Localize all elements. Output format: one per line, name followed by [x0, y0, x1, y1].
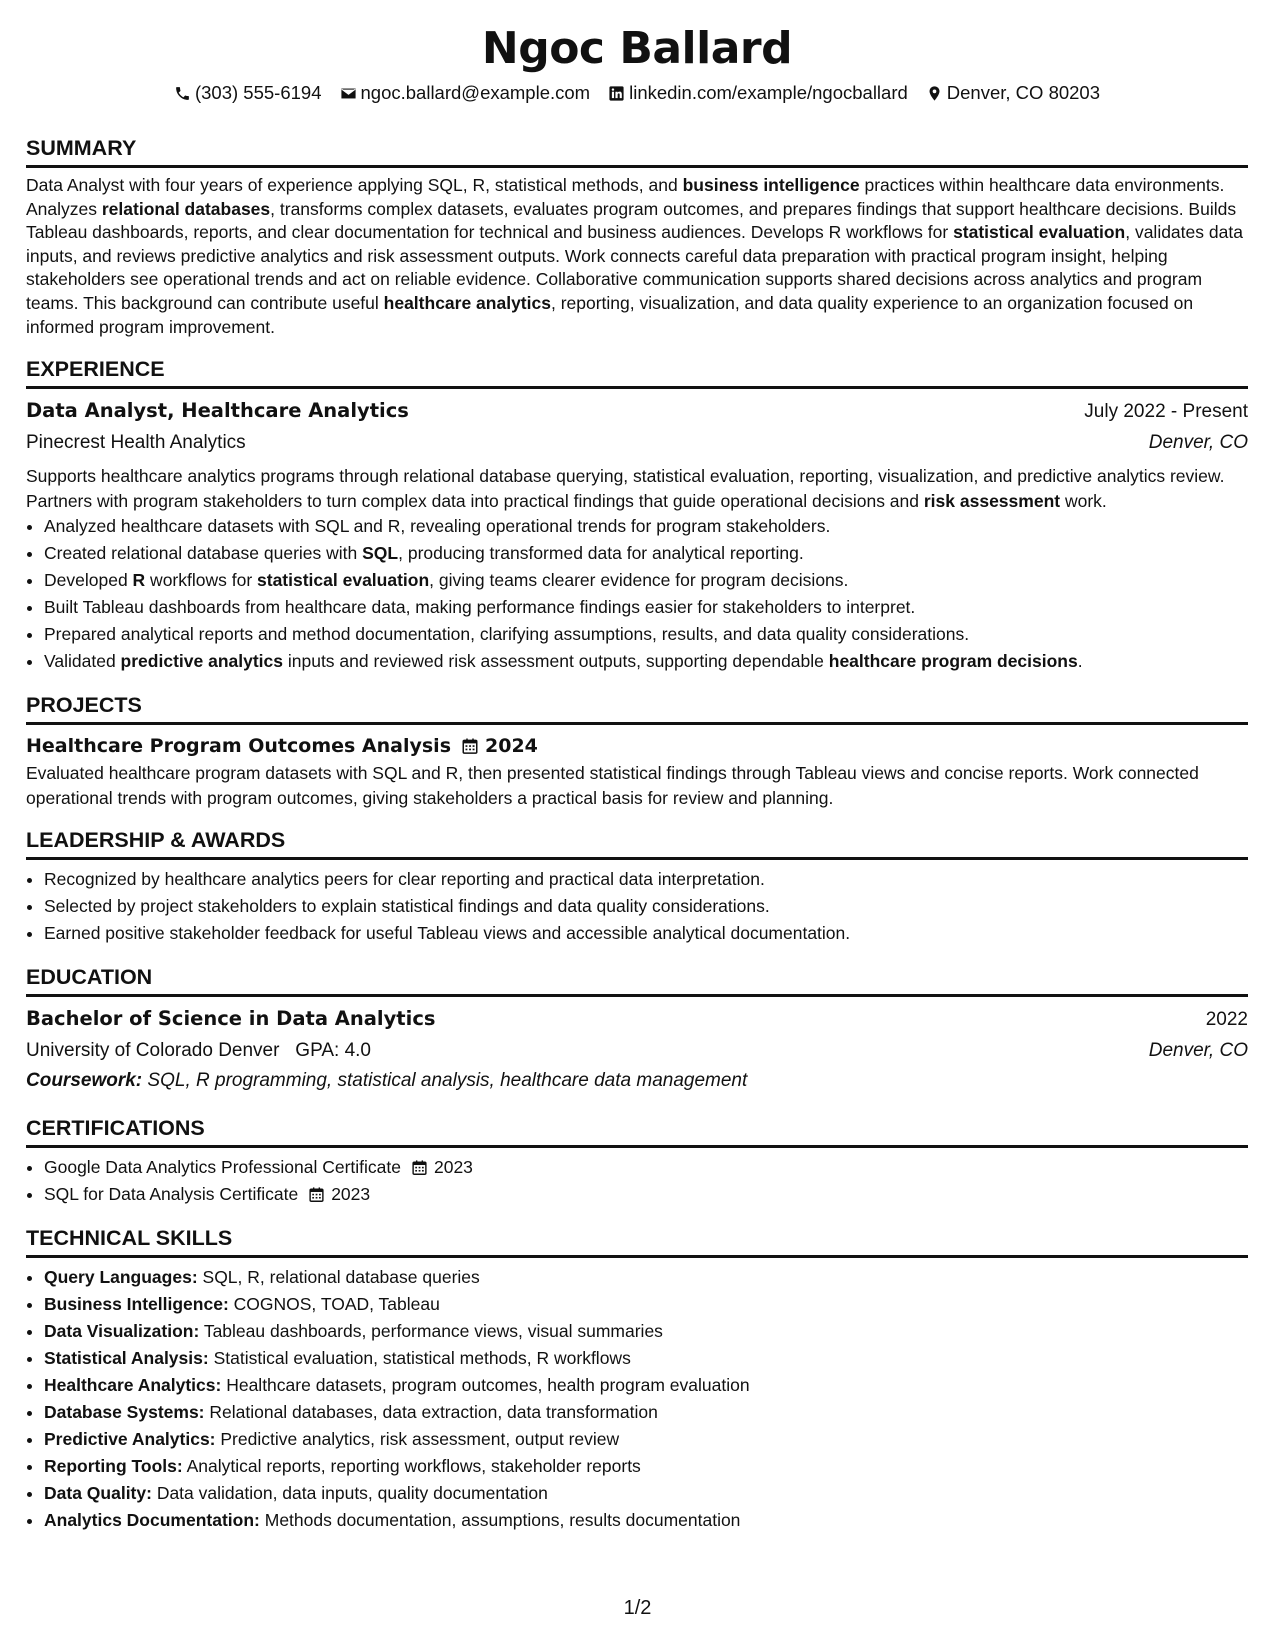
certifications-list: [26, 1154, 1248, 1208]
skills-section: [26, 1224, 1248, 1534]
certification-year: 2023: [331, 1184, 371, 1205]
bullet-keyword: healthcare program decisions: [828, 651, 1078, 672]
skill-value: Data validation, data inputs, quality documentation: [151, 1483, 548, 1504]
job-intro-text: Supports healthcare analytics programs through relational database querying, statistical evaluation, reporting, visualization, and predictive analytics review. Partners with program stakeholders to turn complex data into practical findings that guide operational decisions and: [26, 466, 1225, 511]
education-section: [26, 963, 1248, 1096]
list-item: • Earned positive stakeholder feedback for useful Tableau views and accessible analytical documentation.: [44, 920, 1248, 947]
certification-name: • Google Data Analytics Professional Certificate: [44, 1157, 401, 1178]
skill-value: Statistical evaluation, statistical methods, R workflows: [208, 1348, 631, 1369]
location-text: Denver, CO 80203: [946, 82, 1101, 103]
list-item: [44, 1154, 1248, 1181]
job-intro: [26, 464, 1248, 513]
map-pin-icon: [926, 85, 943, 102]
skill-label: Reporting Tools:: [44, 1456, 183, 1477]
skill-label: Data Visualization:: [44, 1321, 200, 1342]
certification-year: 2023: [433, 1157, 473, 1178]
skill-value: Methods documentation, assumptions, results documentation: [259, 1510, 741, 1531]
job-intro-keyword: risk assessment: [923, 490, 1061, 511]
summary-keyword: statistical evaluation: [953, 222, 1126, 243]
skill-label: Data Quality:: [44, 1483, 152, 1504]
list-item: [44, 1318, 1248, 1345]
gpa: GPA: 4.0: [295, 1040, 371, 1062]
skill-value: Relational databases, data extraction, data transformation: [204, 1402, 658, 1423]
bullet-text: workflows for: [145, 570, 258, 591]
coursework-text: SQL, R programming, statistical analysis, healthcare data management: [142, 1070, 748, 1092]
contact-email[interactable]: [340, 80, 591, 106]
bullet-text: Prepared analytical reports and method documentation, clarifying assumptions, results, and data quality considerations.: [44, 624, 970, 645]
education-header: [26, 1003, 1248, 1035]
list-item: [44, 540, 1248, 567]
bullet-keyword: statistical evaluation: [257, 570, 430, 591]
skill-value: Tableau dashboards, performance views, visual summaries: [199, 1321, 663, 1342]
list-item: [44, 1426, 1248, 1453]
summary-section: [26, 134, 1248, 339]
skill-label: Query Languages:: [44, 1267, 198, 1288]
list-item: • Recognized by healthcare analytics peers for clear reporting and practical data interpretation.: [44, 866, 1248, 893]
list-item: [44, 1507, 1248, 1534]
list-item: [44, 648, 1248, 675]
envelope-icon: [340, 85, 357, 102]
summary-part: Data Analyst with four years of experience applying SQL, R, statistical methods, and: [26, 175, 683, 195]
bullet-text: .: [1077, 651, 1083, 672]
job-company: Pinecrest Health Analytics: [26, 432, 246, 454]
project-date: [461, 731, 538, 761]
skill-value: Healthcare datasets, program outcomes, health program evaluation: [221, 1375, 750, 1396]
linkedin-icon: [608, 85, 625, 102]
summary-keyword: relational databases: [101, 198, 271, 219]
candidate-name: Ngoc Ballard: [481, 23, 793, 74]
skill-label: Analytics Documentation:: [44, 1510, 260, 1531]
list-item: [44, 1264, 1248, 1291]
summary-part: , reporting, visualization, and data quality experience to an organization focused on informed program improvement.: [26, 292, 1194, 337]
bullet-text: Analyzed healthcare datasets with SQL and R, revealing operational trends for program stakeholders.: [44, 516, 831, 537]
project-description: Evaluated healthcare program datasets with SQL and R, then presented statistical findings through Tableau views and concise reports. Work connected operational trends with program outcomes, giving stakeholders a practical basis for review and planning.: [26, 763, 1199, 808]
graduation-year: 2022: [1205, 1009, 1248, 1031]
summary-keyword: business intelligence: [682, 175, 860, 195]
skill-label: Predictive Analytics:: [44, 1429, 216, 1450]
job-header: [26, 395, 1248, 427]
list-item: [44, 1291, 1248, 1318]
projects-section: [26, 691, 1248, 810]
calendar-icon: [411, 1159, 428, 1176]
bullet-keyword: SQL: [362, 543, 399, 564]
bullet-keyword: predictive analytics: [120, 651, 283, 672]
list-item: [44, 1345, 1248, 1372]
list-item: • Selected by project stakeholders to explain statistical findings and data quality considerations.: [44, 893, 1248, 920]
school-location: Denver, CO: [1148, 1040, 1248, 1062]
phone-icon: [174, 85, 191, 102]
project-year: 2024: [485, 735, 538, 758]
degree-title: Bachelor of Science in Data Analytics: [26, 1007, 436, 1031]
certification: [44, 1181, 1248, 1208]
contact-phone: [174, 80, 322, 106]
certification: [44, 1154, 1248, 1181]
job-title: Data Analyst, Healthcare Analytics: [26, 399, 409, 423]
resume-page: [26, 20, 1248, 1534]
skill-value: Analytical reports, reporting workflows, stakeholder reports: [182, 1456, 641, 1477]
coursework-label: Coursework:: [26, 1070, 143, 1092]
summary-part: , transforms complex datasets, evaluates program outcomes, and prepares findings that support healthcare decisions. Builds Tableau dashboards, reports, and clear documentation for technical and business audiences. Develops R workflows for: [26, 198, 1237, 243]
list-item: [44, 513, 1248, 540]
bullet-text: Created relational database queries with: [44, 543, 363, 564]
calendar-icon: [461, 737, 479, 755]
calendar-icon: [308, 1186, 325, 1203]
contact-location: [926, 80, 1100, 106]
list-item: [44, 1181, 1248, 1208]
page-number: 1/2: [623, 1597, 652, 1619]
linkedin-text[interactable]: linkedin.com/example/ngocballard: [629, 82, 908, 103]
skill-label: Database Systems:: [44, 1402, 205, 1423]
school-line: [26, 1035, 371, 1066]
skills-list: [26, 1264, 1248, 1534]
leadership-list: [26, 866, 1248, 947]
certifications-heading: CERTIFICATIONS: [26, 1114, 1248, 1148]
list-item: [44, 594, 1248, 621]
skill-value: COGNOS, TOAD, Tableau: [228, 1294, 440, 1315]
projects-heading: PROJECTS: [26, 691, 1248, 725]
bullet-keyword: R: [132, 570, 146, 591]
summary-heading: SUMMARY: [26, 134, 1248, 168]
skill-label: Healthcare Analytics:: [44, 1375, 222, 1396]
bullet-text: Built Tableau dashboards from healthcare data, making performance findings easier for stakeholders to interpret.: [44, 597, 916, 618]
job-intro-text: work.: [1060, 490, 1107, 511]
bullet-text: , giving teams clearer evidence for program decisions.: [429, 570, 849, 591]
bullet-text: Validated: [44, 651, 121, 672]
leadership-heading: LEADERSHIP & AWARDS: [26, 826, 1248, 860]
leadership-section: [26, 826, 1248, 947]
skill-value: SQL, R, relational database queries: [197, 1267, 480, 1288]
skills-heading: TECHNICAL SKILLS: [26, 1224, 1248, 1258]
project-title: Healthcare Program Outcomes Analysis: [26, 735, 452, 758]
certification-date: [411, 1154, 473, 1181]
summary-part: , validates data inputs, and reviews predictive analytics and risk assessment outputs. Work connects careful data preparation with practical program insight, helping stakeholders see operational trends and act on reliable evidence. Collaborative communication supports shared decisions across analytics and program teams. This background can contribute useful: [26, 222, 1243, 313]
job-location: Denver, CO: [1148, 432, 1248, 454]
job-subheader: [26, 427, 1248, 458]
education-heading: EDUCATION: [26, 963, 1248, 997]
experience-section: [26, 355, 1248, 675]
list-item: [44, 1372, 1248, 1399]
list-item: [44, 621, 1248, 648]
coursework: [26, 1066, 1248, 1096]
skill-label: Statistical Analysis:: [44, 1348, 209, 1369]
summary-keyword: healthcare analytics: [383, 292, 551, 313]
list-item: [44, 1399, 1248, 1426]
certification-name: • SQL for Data Analysis Certificate: [44, 1184, 299, 1205]
list-item: [44, 1453, 1248, 1480]
project-header: [26, 731, 1248, 761]
bullet-text: Developed: [44, 570, 133, 591]
school-name: University of Colorado Denver: [26, 1040, 280, 1062]
email-text[interactable]: ngoc.ballard@example.com: [360, 82, 591, 103]
skill-value: Predictive analytics, risk assessment, output review: [215, 1429, 620, 1450]
job-bullets: [26, 513, 1248, 675]
summary-text: [26, 174, 1248, 339]
bullet-text: inputs and reviewed risk assessment outputs, supporting dependable: [283, 651, 829, 672]
education-subheader: [26, 1035, 1248, 1066]
certification-date: [308, 1181, 370, 1208]
experience-heading: EXPERIENCE: [26, 355, 1248, 389]
bullet-text: , producing transformed data for analytical reporting.: [398, 543, 804, 564]
job-dates: July 2022 - Present: [1084, 401, 1248, 423]
contact-bar: [26, 80, 1248, 106]
certifications-section: [26, 1114, 1248, 1208]
list-item: [44, 1480, 1248, 1507]
contact-linkedin[interactable]: [608, 80, 908, 106]
phone-text: (303) 555-6194: [194, 82, 322, 103]
skill-label: Business Intelligence:: [44, 1294, 229, 1315]
list-item: [44, 567, 1248, 594]
summary-part: practices within healthcare data environments. Analyzes: [26, 175, 1225, 219]
